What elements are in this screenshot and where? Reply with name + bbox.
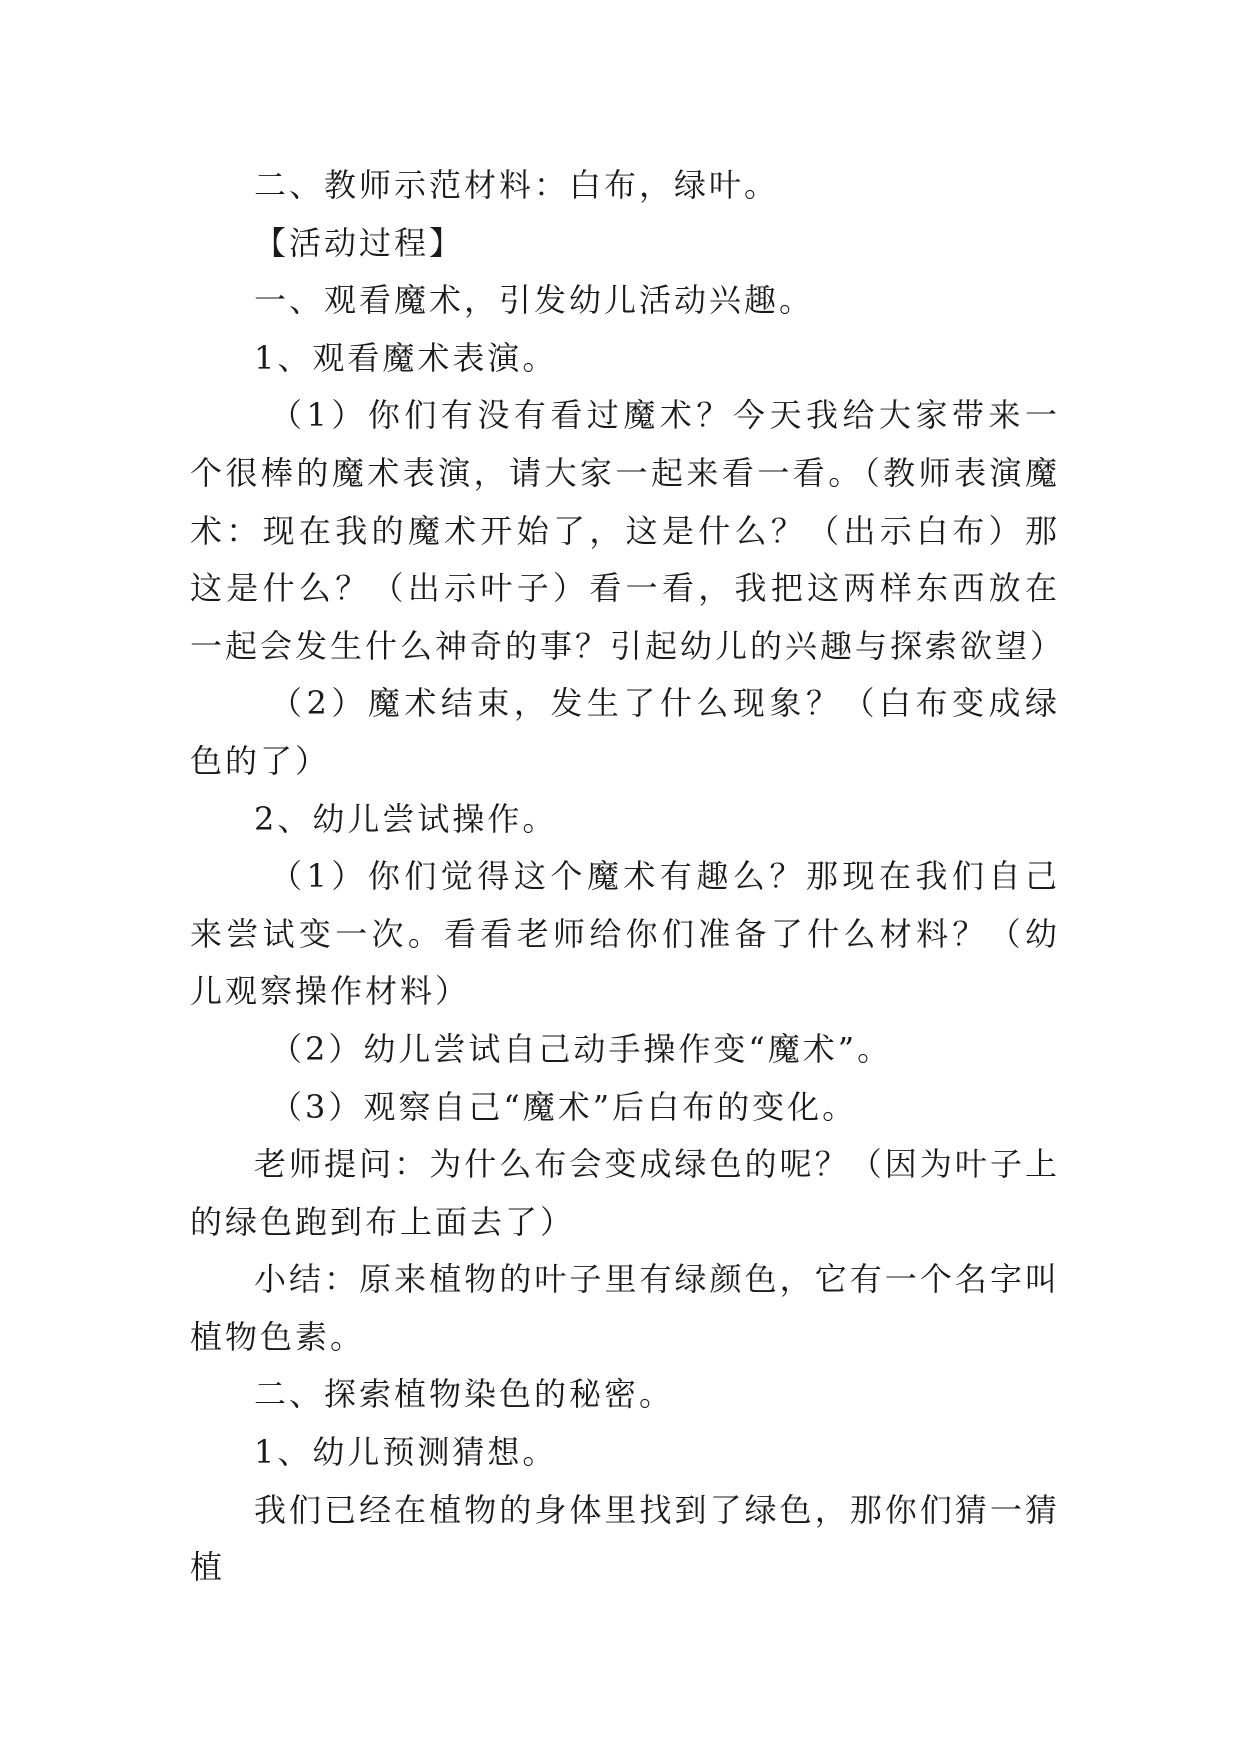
paragraph-step-1-1: （1）你们有没有看过魔术？今天我给大家带来一个很棒的魔术表演，请大家一起来看一看。（教师表演魔术：现在我的魔术开始了，这是什么？（出示白布）那这是什么？（出示叶子）看一看，我把这两样东西放在一起会发生什么神奇的事？引起幼儿的兴趣与探索欲望）	[190, 396, 1066, 665]
body-text	[190, 157, 1066, 1597]
paragraph-step-1-2: （2）魔术结束，发生了什么现象？（白布变成绿色的了）	[190, 684, 1060, 780]
paragraph-guess: 我们已经在植物的身体里找到了绿色，那你们猜一猜植	[190, 1490, 1060, 1587]
heading-watch-magic: 一、观看魔术，引发幼儿活动兴趣。	[254, 281, 815, 320]
subheading-predict: 1、幼儿预测猜想。	[254, 1433, 558, 1472]
paragraph-step-2-3: （3）观察自己“魔术”后白布的变化。	[270, 1087, 858, 1126]
paragraph-step-2-1: （1）你们觉得这个魔术有趣么？那现在我们自己来尝试变一次。看看老师给你们准备了什么材料？（幼儿观察操作材料）	[190, 857, 1060, 1011]
paragraph-teacher-question: 老师提问：为什么布会变成绿色的呢？（因为叶子上的绿色跑到布上面去了）	[190, 1145, 1060, 1241]
paragraph-summary: 小结：原来植物的叶子里有绿颜色，它有一个名字叫植物色素。	[190, 1260, 1060, 1356]
section-heading-activity-process: 【活动过程】	[254, 223, 465, 262]
paragraph-materials: 二、教师示范材料：白布，绿叶。	[254, 166, 780, 204]
paragraph-step-2-2: （2）幼儿尝试自己动手操作变“魔术”。	[270, 1029, 893, 1068]
subheading-child-try: 2、幼儿尝试操作。	[254, 799, 558, 838]
heading-explore-dyeing: 二、探索植物染色的秘密。	[254, 1375, 675, 1414]
subheading-watch-show: 1、观看魔术表演。	[254, 338, 558, 377]
